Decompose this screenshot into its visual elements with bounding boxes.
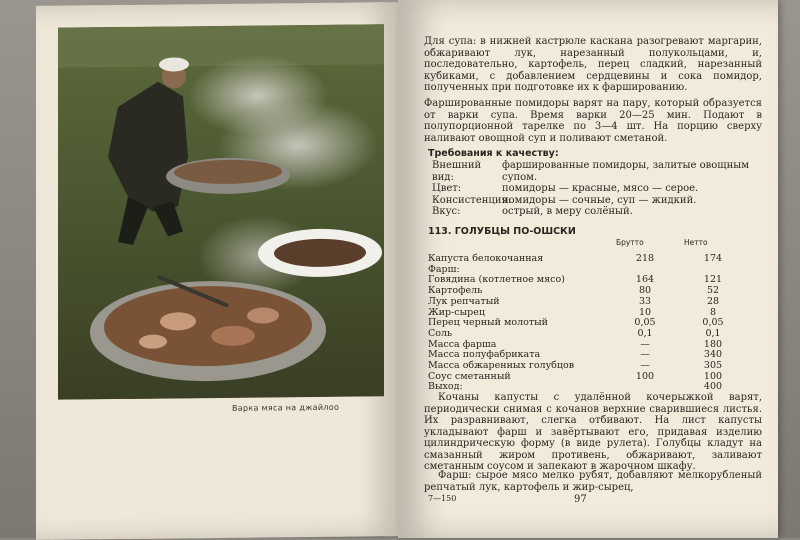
column-header-brutto: Брутто [616,238,644,247]
ingredient-row [428,297,762,308]
ingredient-netto: 180 [703,338,723,350]
ingredient-netto: 400 [703,381,723,393]
column-header-netto: Нетто [684,238,708,247]
recipe-title: 113. ГОЛУБЦЫ ПО-ОШСКИ [428,226,576,237]
ingredient-name: Масса фарша [428,338,497,350]
ingredient-brutto: 0,05 [634,317,656,329]
ingredient-name: Капуста белокочанная [428,253,544,264]
ingredient-name: Выход: [428,381,463,393]
ingredient-netto: 52 [706,285,720,297]
ingredient-name: Соль [428,327,453,339]
ingredient-netto: 305 [703,360,723,372]
ingredient-name: Фарш: [428,263,460,275]
quality-row: Цвет: помидоры — красные, мясо — серое. [432,183,699,194]
ingredient-netto: 100 [703,370,723,382]
ingredient-netto: 0,05 [702,317,724,329]
ingredient-name: Лук репчатый [428,295,500,307]
quality-row: Консистенция: помидоры — сочные, суп — жидкий. [432,194,697,206]
photo-illustration [58,24,384,399]
quality-row: Вкус: острый, в меру солёный. [432,206,633,217]
ingredient-netto: 28 [706,295,720,307]
quality-list [432,160,762,218]
paragraph-stuffing: Фарш: сырое мясо мелко рубят, добавляют мелкорубленый репчатый лук, картофель и жир-сырец, [424,470,762,493]
right-page [398,0,778,538]
ingredient-netto: 0,1 [705,327,721,339]
ingredient-netto: 8 [709,306,717,318]
ingredient-brutto: 164 [635,274,655,286]
paragraph-method: Кочаны капусты с удалённой кочерыжкой варят, периодически снимая с кочанов верхние сварившиеся листья. Их разравнивают, слегка отбивают. На лист капусты укладывают фарш и завёртывают его, придавая изделию цилиндрическую форму (в виде рулета). Голубцы кладут на смазанный жиром противень, обжаривают, заливают сметанным соусом и запекают в жарочном шкафу. [424,392,762,472]
ingredient-netto: 340 [703,349,723,361]
ingredient-netto: 174 [703,253,723,264]
ingredient-brutto: — [640,360,650,372]
ingredient-brutto: 0,1 [637,327,653,339]
ingredient-brutto: 218 [635,253,655,264]
ingredient-brutto: — [640,349,650,361]
quality-title: Требования к качеству: [428,148,559,159]
page-number: 97 [574,494,587,505]
ingredient-brutto: 33 [638,295,652,307]
ingredient-brutto: 80 [638,285,652,297]
quality-row: Внешний вид: фаршированные помидоры, залитые овощным супом. [432,160,749,183]
photo-caption: Варка мяса на джайлоо [232,402,340,413]
ingredient-brutto: — [640,338,650,350]
ingredient-brutto: 100 [635,370,655,382]
ingredient-netto: 121 [703,274,723,286]
ingredient-name: Масса обжаренных голубцов [428,360,575,372]
ingredient-name: Говядина (котлетное мясо) [428,274,565,286]
left-page [36,2,398,540]
ingredients-table [428,238,762,393]
ingredient-name: Масса полуфабриката [428,349,541,361]
ingredient-name: Жир-сырец [428,306,485,318]
photo-cooking-meat [58,24,384,399]
paragraph-steaming: Фаршированные помидоры варят на пару, который образуется от варки супа. Время варки 20—25 мин. Подают в полупорционной тарелке по 3—4 шт. На порцию сверху наливают овощной суп и поливают сметаной. [424,98,762,144]
ingredient-brutto: 10 [638,306,652,318]
ingredient-name: Картофель [428,285,483,297]
printer-signature: 7—150 [428,494,457,503]
ingredients-rows [428,254,762,393]
ingredient-name: Перец черный молотый [428,317,548,329]
ingredient-row [428,254,762,265]
ingredient-name: Соус сметанный [428,370,511,382]
paragraph-soup: Для супа: в нижней кастрюле каскана разогревают маргарин, обжаривают лук, нарезанный полукольцами, и, последовательно, картофель, перец сладкий, нарезанный кубиками, с добавлением сердцевины и сока помидор, полученных при подготовке их к фаршированию. [424,36,762,93]
